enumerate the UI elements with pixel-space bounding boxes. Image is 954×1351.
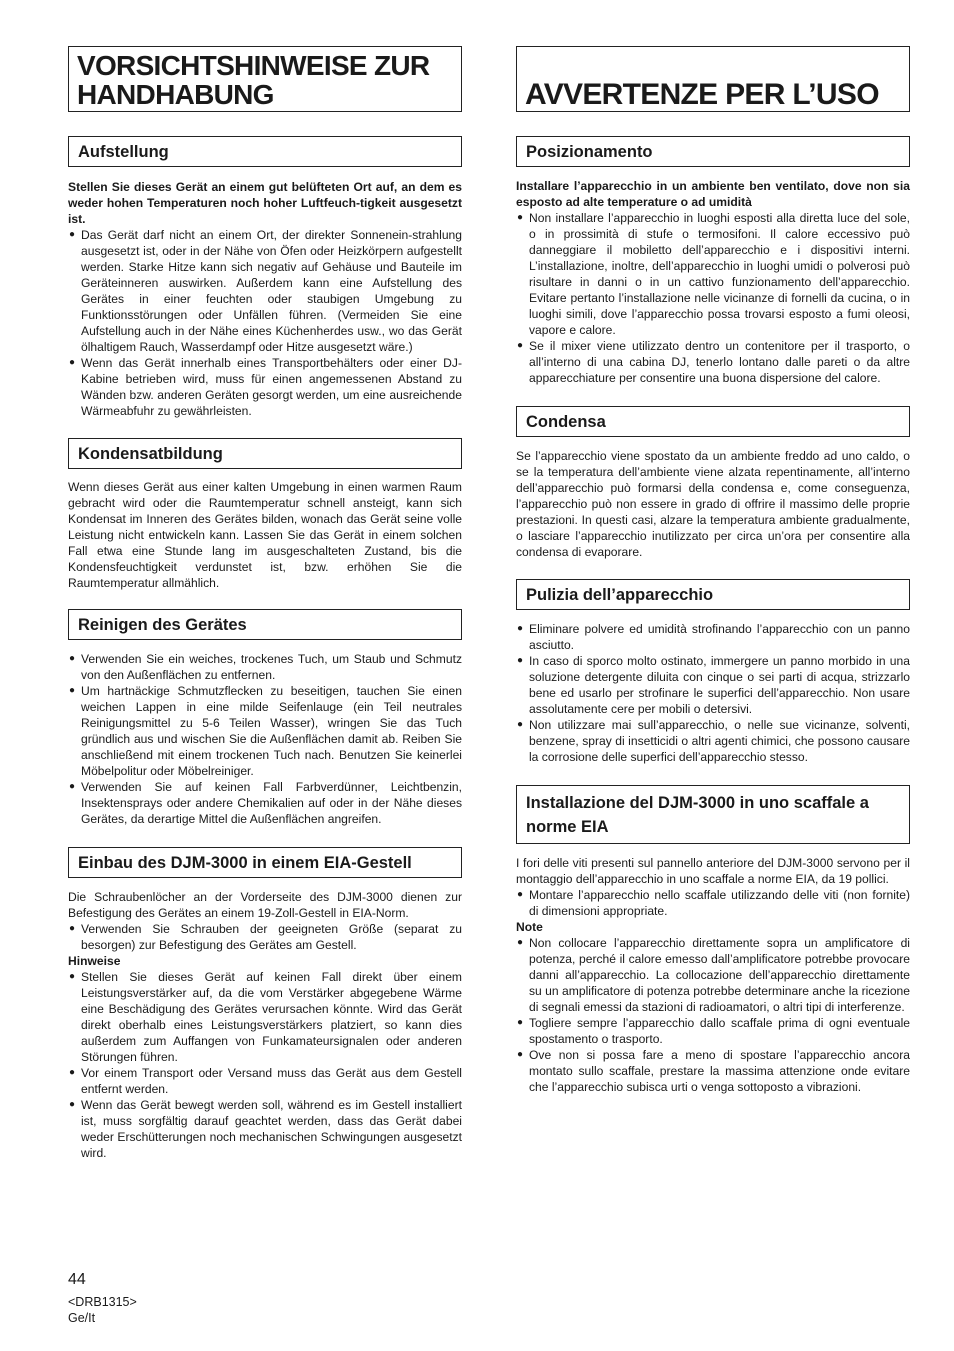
section-heading-posizionamento: Posizionamento bbox=[516, 136, 910, 167]
bullet-icon: ● bbox=[517, 719, 524, 730]
bullet-icon: ● bbox=[517, 937, 524, 948]
section-heading-pulizia: Pulizia dell’apparecchio bbox=[516, 579, 910, 610]
section-heading-installazione: Installazione del DJM-3000 in uno scaffale a norme EIA bbox=[516, 785, 910, 844]
list-item: ● Verwenden Sie auf keinen Fall Farbverdünner, Leichtbenzin, Insektensprays oder andere Chemikalien auf oder in der Nähe dieses Gerätes, da derartige Mittel die Außenflächen angreifen. bbox=[69, 780, 462, 826]
bullet-icon: ● bbox=[69, 1067, 76, 1078]
list-item: ● Stellen Sie dieses Gerät auf keinen Fall direkt über einem Leistungsverstärker auf, da die vom Verstärker abgegebene Wärme eine Beschädigung des Gerätes verursachen könnte. Wird das Gerät direkt oberhalb eines Leistungsverstärkers platziert, so kann dies außerdem zum Auffangen von Funkamateursignalen oder anderen Störungen führen. bbox=[69, 970, 462, 1064]
page-title-german: VORSICHTSHINWEISE ZUR HANDHABUNG bbox=[68, 46, 462, 112]
list-item: ● Wenn das Gerät innerhalb eines Transportbehälters oder einer DJ-Kabine betrieben wird, muss für einen angemessenen Abstand zu Wänden bzw. anderen Geräten gesorgt werden, um eine ausreichende Wärmeabfuhr zu gewährleisten. bbox=[69, 356, 462, 418]
section-lead: Stellen Sie dieses Gerät an einem gut belüfteten Ort auf, an dem es weder hohen Temperaturen noch hoher Luftfeuch-tigkeit ausgesetzt ist. bbox=[68, 180, 462, 226]
note-label: Note bbox=[516, 920, 543, 934]
bullet-list bbox=[516, 887, 910, 919]
section-heading-einbau: Einbau des DJM-3000 in einem EIA-Gestell bbox=[68, 847, 462, 878]
bullet-icon: ● bbox=[69, 971, 76, 982]
bullet-list bbox=[516, 621, 910, 765]
note-label: Hinweise bbox=[68, 954, 121, 968]
language-code: Ge/It bbox=[68, 1311, 96, 1325]
bullet-icon: ● bbox=[69, 923, 76, 934]
section-text: Wenn dieses Gerät aus einer kalten Umgebung in einen warmen Raum gebracht wird oder die Raumtemperatur schnell ansteigt, kann sich Kondensat im Inneren des Gerätes bilden, wonach das Gerät seine volle Leistung nicht entwickeln kann. Lassen Sie das Gerät in einem solchen Fall etwa eine Stunde lang im ausgeschalteten Zustand, bis die Kondensfeuchtigkeit verdunstet ist, bzw. erhöhen Sie die Raumtemperatur allmählich. bbox=[68, 480, 462, 590]
bullet-icon: ● bbox=[517, 340, 524, 351]
note-list bbox=[68, 969, 462, 1161]
section-heading-reinigen: Reinigen des Gerätes bbox=[68, 609, 462, 640]
list-item: ● In caso di sporco molto ostinato, immergere un panno morbido in una soluzione detergente diluita con cinque o sei parti di acqua, strizzarlo bene ed usarlo per strofinare le superfici dell’apparecchio. Non usare assolutamente cere per mobili o detersivi. bbox=[517, 654, 910, 716]
german-column bbox=[68, 46, 462, 1161]
section-heading-kondensatbildung: Kondensatbildung bbox=[68, 438, 462, 469]
list-item: ● Vor einem Transport oder Versand muss das Gerät aus dem Gestell entfernt werden. bbox=[69, 1066, 462, 1096]
document-code: <DRB1315> bbox=[68, 1295, 137, 1309]
list-item: ● Verwenden Sie ein weiches, trockenes Tuch, um Staub und Schmutz von den Außenflächen zu entfernen. bbox=[69, 652, 462, 682]
section-heading-condensa: Condensa bbox=[516, 406, 910, 437]
bullet-icon: ● bbox=[69, 781, 76, 792]
page-title-italian: AVVERTENZE PER L’USO bbox=[516, 46, 910, 112]
list-item: ● Das Gerät darf nicht an einem Ort, der direkter Sonnenein-strahlung ausgesetzt ist, oder in der Nähe von Öfen oder Heizkörpern aufgestellt werden. Starke Hitze kann sich negativ auf Gehäuse und Bauteile im Geräteinneren auswirken. Außerdem kann eine Aufstellung des Gerätes in einer feuchten oder staubigen Umgebung zu Funktionsstörungen oder Unfällen führen. (Vermeiden Sie eine Aufstellung auch in der Nähe eines Küchenherdes usw., wo das Gerät ölhaltigem Rauch, Wasserdampf oder Hitze ausgesetzt wäre.) bbox=[69, 228, 462, 354]
list-item: ● Togliere sempre l’apparecchio dallo scaffale prima di ogni eventuale spostamento o trasporto. bbox=[517, 1016, 910, 1046]
section-text: I fori delle viti presenti sul pannello anteriore del DJM-3000 servono per il montaggio dell’apparecchio in uno scaffale a norme EIA, da 19 pollici. bbox=[516, 856, 910, 886]
bullet-icon: ● bbox=[517, 1049, 524, 1060]
list-item: ● Non utilizzare mai sull’apparecchio, o nelle sue vicinanze, solventi, benzene, spray di insetticidi o altri agenti chimici, che possono causare la corrosione delle superfici dell’apparecchio stesso. bbox=[517, 718, 910, 764]
bullet-icon: ● bbox=[69, 357, 76, 368]
bullet-icon: ● bbox=[69, 653, 76, 664]
bullet-list bbox=[68, 921, 462, 953]
list-item: ● Se il mixer viene utilizzato dentro un contenitore per il trasporto, o all’interno di una cabina DJ, tenerlo lontano dalle pareti o da altre apparecchiature per consentire una buona dispersione del calore. bbox=[517, 339, 910, 385]
bullet-list bbox=[516, 210, 910, 386]
note-list bbox=[516, 935, 910, 1095]
list-item: ● Non installare l’apparecchio in luoghi esposti alla diretta luce del sole, o in prossimità di stufe o termosifoni. Il calore eccessivo può danneggiare il mobiletto dell’apparecchio e i dispositivi interni. L’installazione, inoltre, dell’apparecchio in luoghi umidi o polverosi può risultare in danni o in un cattivo funzionamento dell’apparecchio. Evitare pertanto l’installazione nelle vicinanze di fornelli da cucina, o in luoghi simili, dove l’apparecchio possa trovarsi esposto a fumi oleosi, vapore e calore. bbox=[517, 211, 910, 337]
bullet-icon: ● bbox=[69, 1099, 76, 1110]
bullet-icon: ● bbox=[517, 1017, 524, 1028]
list-item: ● Eliminare polvere ed umidità strofinando l’apparecchio con un panno asciutto. bbox=[517, 622, 910, 652]
bullet-list bbox=[68, 227, 462, 419]
bullet-icon: ● bbox=[69, 229, 76, 240]
bullet-icon: ● bbox=[517, 212, 524, 223]
list-item: ● Wenn das Gerät bewegt werden soll, während es im Gestell installiert ist, muss sorgfältig darauf geachtet werden, dass das Gerät dabei weder Erschütterungen noch mechanischen Schwingungen ausgesetzt wird. bbox=[69, 1098, 462, 1160]
section-lead: Installare l’apparecchio in un ambiente ben ventilato, dove non sia esposto ad alte temperature o ad umidità bbox=[516, 179, 910, 209]
section-heading-aufstellung: Aufstellung bbox=[68, 136, 462, 167]
page-footer bbox=[68, 1270, 137, 1326]
italian-column bbox=[516, 46, 910, 1095]
list-item: ● Um hartnäckige Schmutzflecken zu beseitigen, tauchen Sie einen weichen Lappen in eine milde Seifenlauge (ein Teil neutrales Reinigungsmittel zu 5-6 Teilen Wasser), wringen Sie das Tuch gründlich aus und wischen Sie die Außenflächen damit ab. Reiben Sie anschließend mit einem trockenen Tuch nach. Benutzen Sie keinerlei Möbelpolitur oder Möbelreiniger. bbox=[69, 684, 462, 778]
bullet-icon: ● bbox=[69, 685, 76, 696]
page-number: 44 bbox=[68, 1271, 86, 1288]
list-item: ● Ove non si possa fare a meno di spostare l’apparecchio ancora montato sullo scaffale, prestare la massima attenzione onde evitare che l’apparecchio subisca urti o venga sottoposto a vibrazioni. bbox=[517, 1048, 910, 1094]
bullet-icon: ● bbox=[517, 623, 524, 634]
list-item: ● Montare l’apparecchio nello scaffale utilizzando delle viti (non fornite) di dimensioni appropriate. bbox=[517, 888, 910, 918]
section-text: Die Schraubenlöcher an der Vorderseite des DJM-3000 dienen zur Befestigung des Gerätes an einem 19-Zoll-Gestell in EIA-Norm. bbox=[68, 890, 462, 920]
bullet-list bbox=[68, 651, 462, 827]
section-text: Se l’apparecchio viene spostato da un ambiente freddo ad uno caldo, o se la temperatura dell’ambiente viene alzata repentinamente, all’interno dell’apparecchio può formarsi della condensa e, come conseguenza, l’apparecchio può non essere in grado di offrire il massimo delle proprie prestazioni. In questi casi, alzare la temperatura ambiente gradualmente, o lasciare l’apparecchio inutilizzato per circa un’ora per consentire alla condensa di evaporare. bbox=[516, 449, 910, 559]
list-item: ● Non collocare l’apparecchio direttamente sopra un amplificatore di potenza, perché il calore emesso dall’amplificatore potrebbe provocare danni all’apparecchio. La collocazione dell’apparecchio direttamente su un amplificatore di potenza potrebbe determinare anche la ricezione di segnali emessi da stazioni di radioamatori, o altri tipi di interferenze. bbox=[517, 936, 910, 1014]
list-item: ● Verwenden Sie Schrauben der geeigneten Größe (separat zu besorgen) zur Befestigung des Gerätes am Gestell. bbox=[69, 922, 462, 952]
bullet-icon: ● bbox=[517, 655, 524, 666]
bullet-icon: ● bbox=[517, 889, 524, 900]
